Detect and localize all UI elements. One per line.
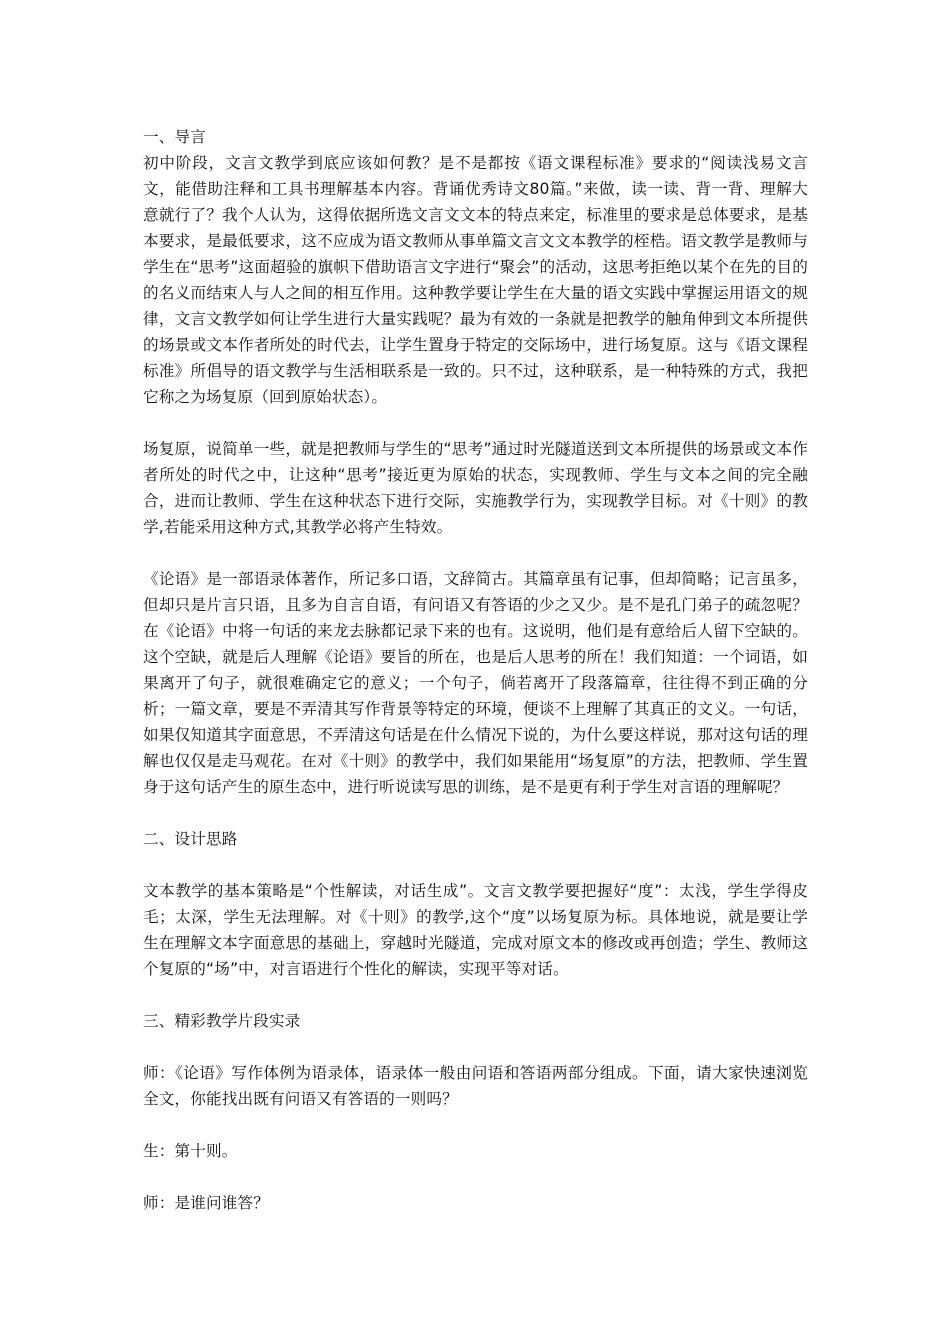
- paragraph-design-1: 文本教学的基本策略是“个性解读，对话生成”。文言文教学要把握好“度”：太浅，学生学得皮毛；太深，学生无法理解。对《十则》的教学,这个“度”以场复原为标。具体地说，就是要让学生在理解文本字面意思的基础上，穿越时光隧道，完成对原文本的修改或再创造；学生、教师这个复原的“场”中，对言语进行个性化的解读，实现平等对话。: [143, 882, 808, 978]
- transcript-line-2: 生：第十则。: [143, 1142, 238, 1160]
- transcript-line-1: 师：《论语》写作体例为语录体，语录体一般由问语和答语两部分组成。下面，请大家快速浏览全文，你能找出既有问语又有答语的一则吗？: [143, 1064, 808, 1108]
- paragraph-intro-3: 《论语》是一部语录体著作，所记多口语，文辞简古。其篇章虽有记事，但却简略；记言虽多，但却只是片言只语，且多为自言自语，有问语又有答语的少之又少。是不是孔门弟子的疏忽呢？在《论语》中将一句话的来龙去脉都记录下来的也有。这说明，他们是有意给后人留下空缺的。这个空缺，就是后人理解《论语》要旨的所在，也是后人思考的所在！我们知道：一个词语，如果离开了句子，就很难确定它的意义；一个句子，倘若离开了段落篇章，往往得不到正确的分析；一篇文章，要是不弄清其写作背景等特定的环境，便谈不上理解了其真正的文义。一句话，如果仅知道其字面意思，不弄清这句话是在什么情况下说的，为什么要这样说，那对这句话的理解也仅仅是走马观花。在对《十则》的教学中，我们如果能用“场复原”的方法，把教师、学生置身于这句话产生的原生态中，进行听说读写思的训练，是不是更有利于学生对言语的理解呢？: [143, 570, 808, 796]
- section-heading-introduction: 一、导言: [143, 128, 206, 146]
- document-page: [143, 124, 808, 1242]
- section-heading-design: 二、设计思路: [143, 830, 238, 848]
- section-heading-transcript: 三、精彩教学片段实录: [143, 1012, 301, 1030]
- paragraph-intro-2: 场复原，说简单一些，就是把教师与学生的“思考”通过时光隧道送到文本所提供的场景或文本作者所处的时代之中，让这种“思考”接近更为原始的状态，实现教师、学生与文本之间的完全融合，进而让教师、学生在这种状态下进行交际，实施教学行为，实现教学目标。对《十则》的教学,若能采用这种方式,其教学必将产生特效。: [143, 440, 808, 536]
- paragraph-intro-1: 初中阶段，文言文教学到底应该如何教？是不是都按《语文课程标准》要求的“阅读浅易文言文，能借助注释和工具书理解基本内容。背诵优秀诗文80篇。”来做，读一读、背一背、理解大意就行了？我个人认为，这得依据所选文言文文本的特点来定，标准里的要求是总体要求，是基本要求，是最低要求，这不应成为语文教师从事单篇文言文文本教学的桎梏。语文教学是教师与学生在“思考”这面超验的旗帜下借助语言文字进行“聚会”的活动，这思考拒绝以某个在先的目的的名义而结束人与人之间的相互作用。这种教学要让学生在大量的语文实践中掌握运用语文的规律，文言文教学如何让学生进行大量实践呢？最为有效的一条就是把教学的触角伸到文本所提供的场景或文本作者所处的时代去，让学生置身于特定的交际场中，进行场复原。这与《语文课程标准》所倡导的语文教学与生活相联系是一致的。只不过，这种联系，是一种特殊的方式，我把它称之为场复原（回到原始状态）。: [143, 154, 808, 406]
- transcript-line-3: 师：是谁问谁答？: [143, 1194, 269, 1212]
